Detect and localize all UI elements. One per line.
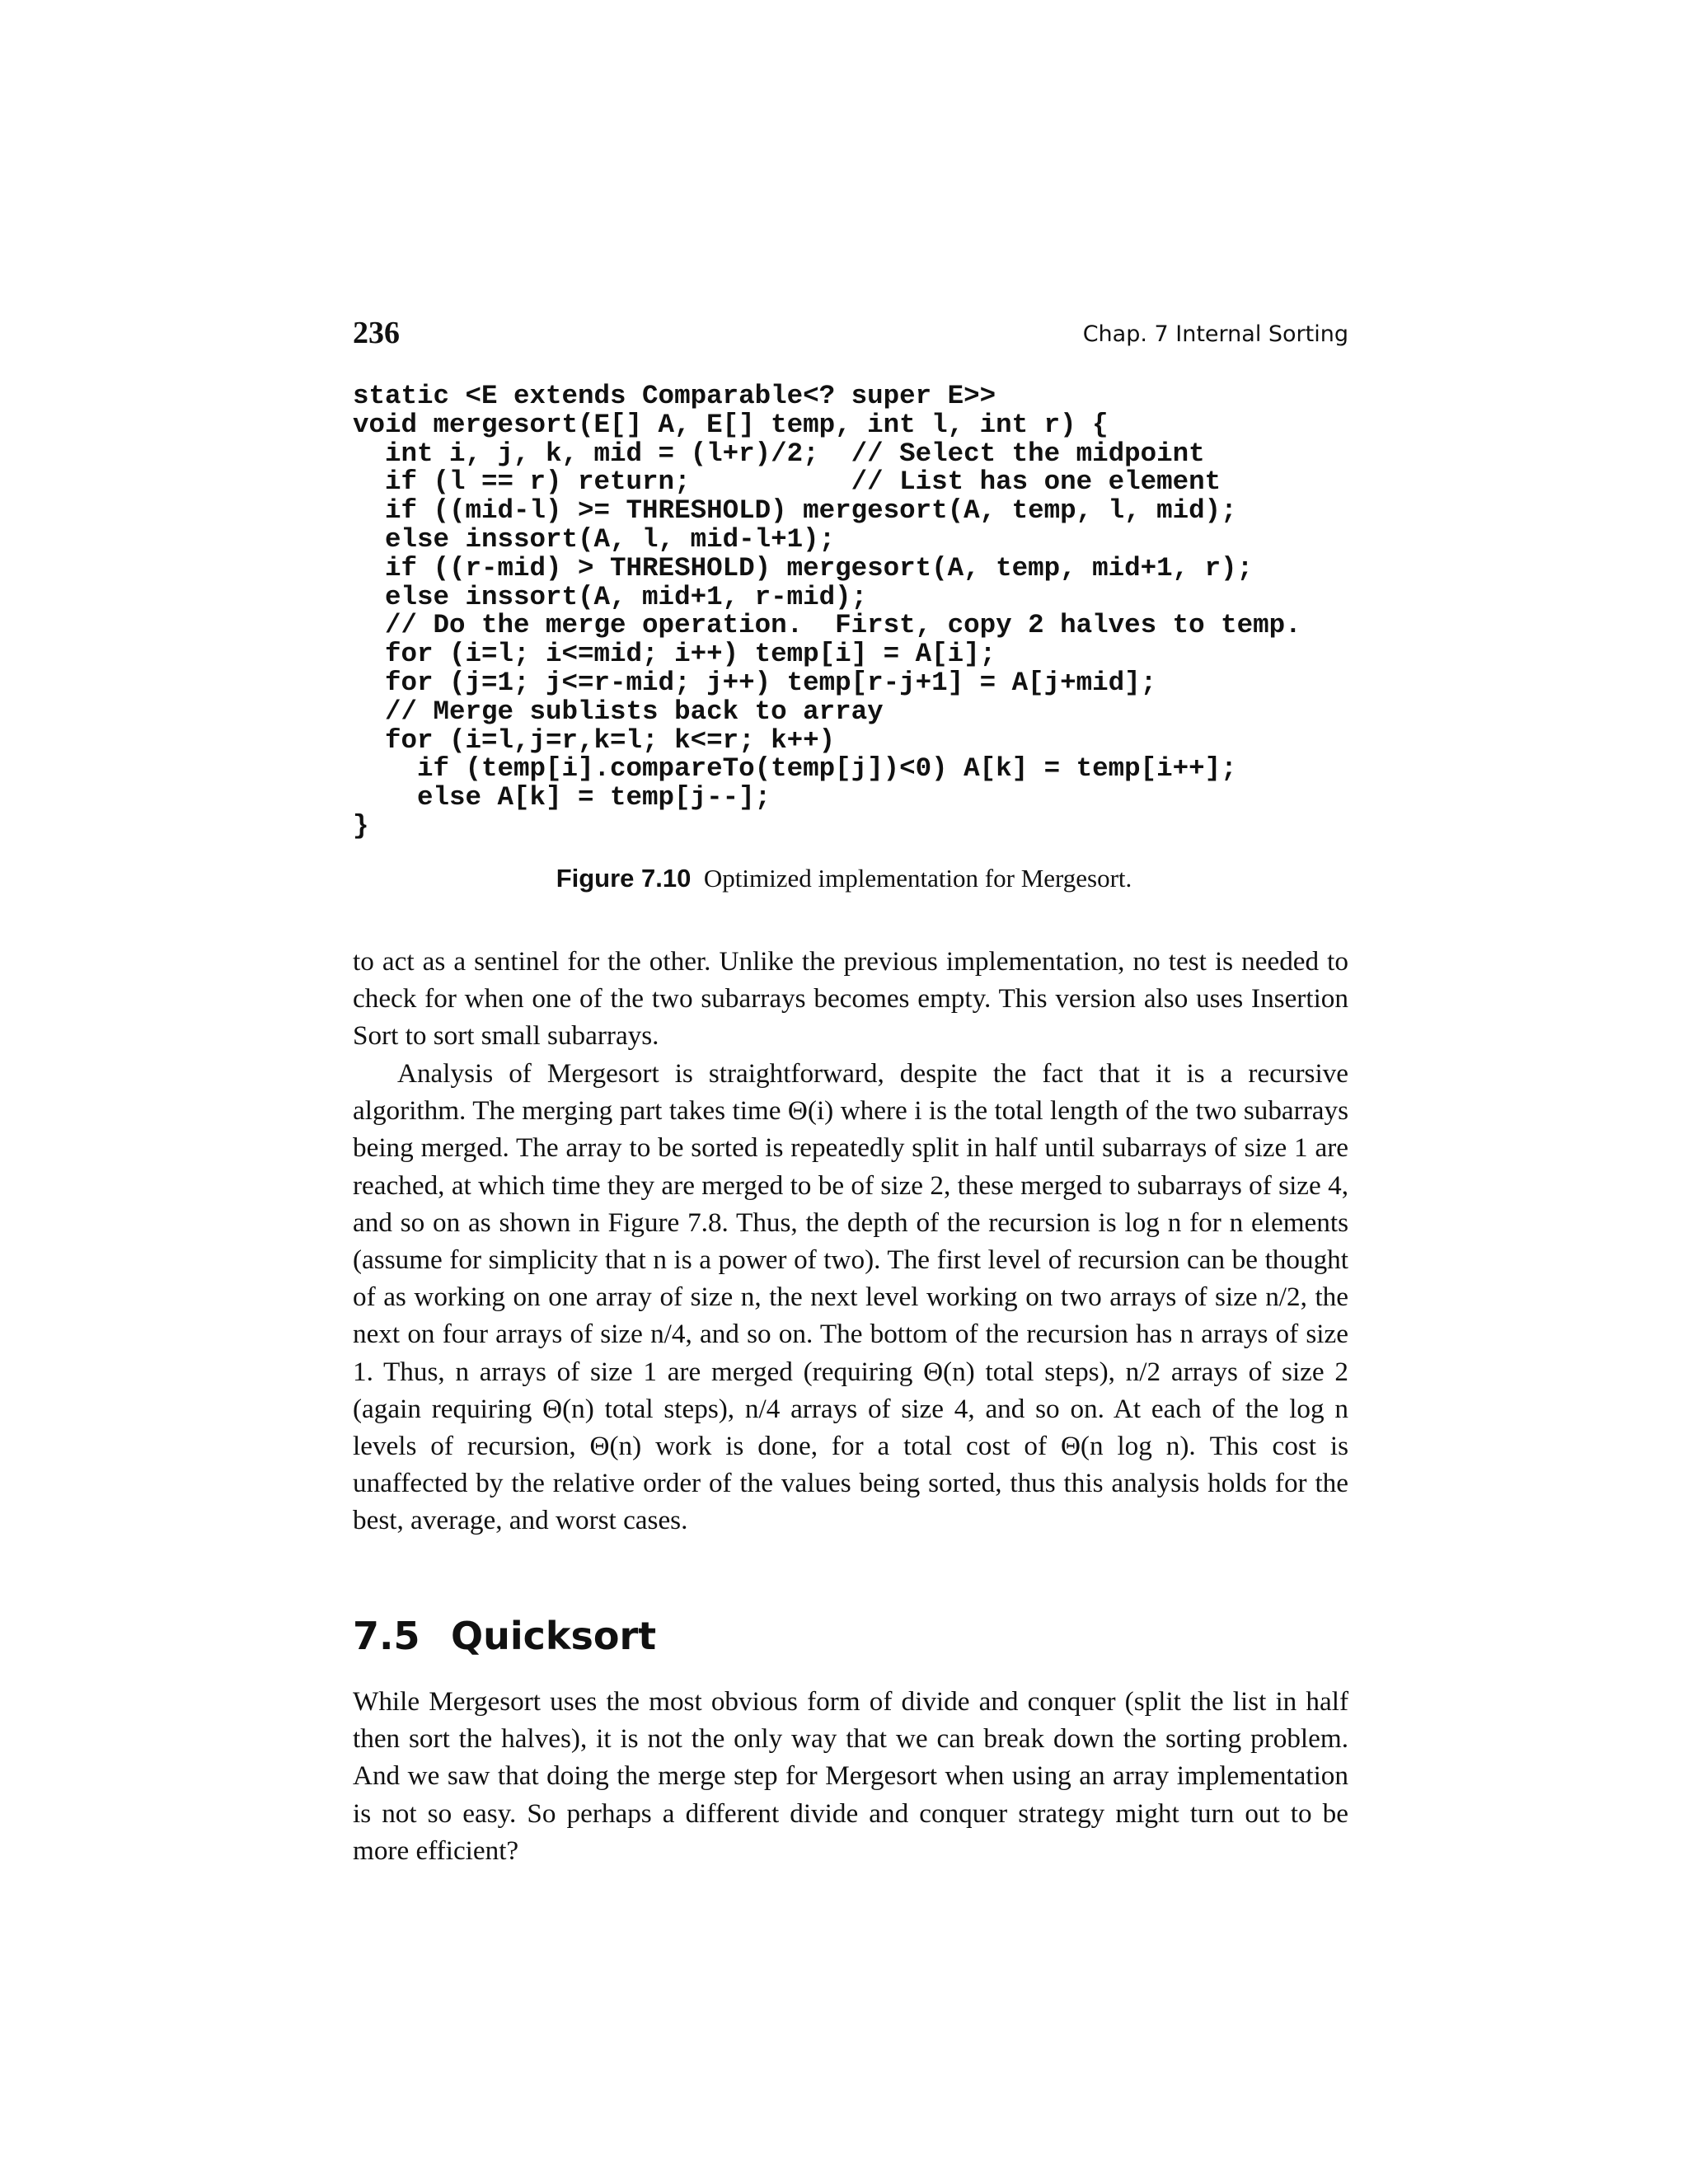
- running-header: Chap. 7 Internal Sorting: [1082, 321, 1348, 347]
- code-line: else inssort(A, mid+1, r-mid);: [353, 581, 868, 612]
- code-line: if ((mid-l) >= THRESHOLD) mergesort(A, temp, l, mid);: [353, 495, 1237, 527]
- code-line: int i, j, k, mid = (l+r)/2; // Select the midpoint: [353, 438, 1205, 469]
- section-heading: [353, 1614, 656, 1658]
- code-line: for (i=l,j=r,k=l; k<=r; k++): [353, 724, 836, 756]
- section-title: Quicksort: [451, 1614, 657, 1658]
- figure-label: Figure 7.10: [556, 864, 692, 893]
- code-line: for (j=1; j<=r-mid; j++) temp[r-j+1] = A[j+mid];: [353, 667, 1157, 698]
- code-line: // Merge sublists back to array: [353, 696, 884, 727]
- code-listing: [353, 382, 1301, 841]
- code-line: for (i=l; i<=mid; i++) temp[i] = A[i];: [353, 639, 996, 670]
- code-line: if ((r-mid) > THRESHOLD) mergesort(A, temp, mid+1, r);: [353, 552, 1254, 583]
- code-line: else A[k] = temp[j--];: [353, 782, 771, 813]
- body-paragraph: Analysis of Mergesort is straightforward, despite the fact that it is a recursive algorithm. The merging part takes time Θ(i) where i is the total length of the two subarrays being merged. The array to be sorted is repeatedly split in half until subarrays of size 1 are reached, at which time they are merged to be of size 2, these merged to subarrays of size 4, and so on as shown in Figure 7.8. Thus, the depth of the recursion is log n for n elements (assume for simplicity that n is a power of two). The first level of recursion can be thought of as working on one array of size n, the next level working on two arrays of size n/2, the next on four arrays of size n/4, and so on. The bottom of the recursion has n arrays of size 1. Thus, n arrays of size 1 are merged (requiring Θ(n) total steps), n/2 arrays of size 2 (again requiring Θ(n) total steps), n/4 arrays of size 4, and so on. At each of the log n levels of recursion, Θ(n) work is done, for a total cost of Θ(n log n). This cost is unaffected by the relative order of the values being sorted, thus this analysis holds for the best, average, and worst cases.: [353, 1058, 1348, 1536]
- code-line: else inssort(A, l, mid-l+1);: [353, 523, 836, 555]
- code-line: void mergesort(E[] A, E[] temp, int l, int r) {: [353, 409, 1109, 440]
- code-line: static <E extends Comparable<? super E>>: [353, 381, 996, 411]
- code-line: }: [353, 810, 369, 841]
- code-line: if (l == r) return; // List has one element: [353, 466, 1221, 498]
- body-paragraph: While Mergesort uses the most obvious form of divide and conquer (split the list in half then sort the halves), it is not the only way that we can break down the sorting problem. And we saw that doing the merge step for Mergesort when using an array implementation is not so easy. So perhaps a different divide and conquer strategy might turn out to be more efficient?: [353, 1686, 1348, 1866]
- body-paragraph: to act as a sentinel for the other. Unlike the previous implementation, no test is needed to check for when one of the two subarrays becomes empty. This version also uses Insertion Sort to sort small subarrays.: [353, 946, 1348, 1052]
- code-line: if (temp[i].compareTo(temp[j])<0) A[k] = temp[i++];: [353, 753, 1237, 785]
- page-number: 236: [353, 316, 400, 350]
- figure-caption-text: Optimized implementation for Mergesort.: [703, 864, 1132, 893]
- code-line: // Do the merge operation. First, copy 2 halves to temp.: [353, 610, 1301, 641]
- figure-caption: [0, 864, 1688, 893]
- section-number: 7.5: [353, 1614, 420, 1658]
